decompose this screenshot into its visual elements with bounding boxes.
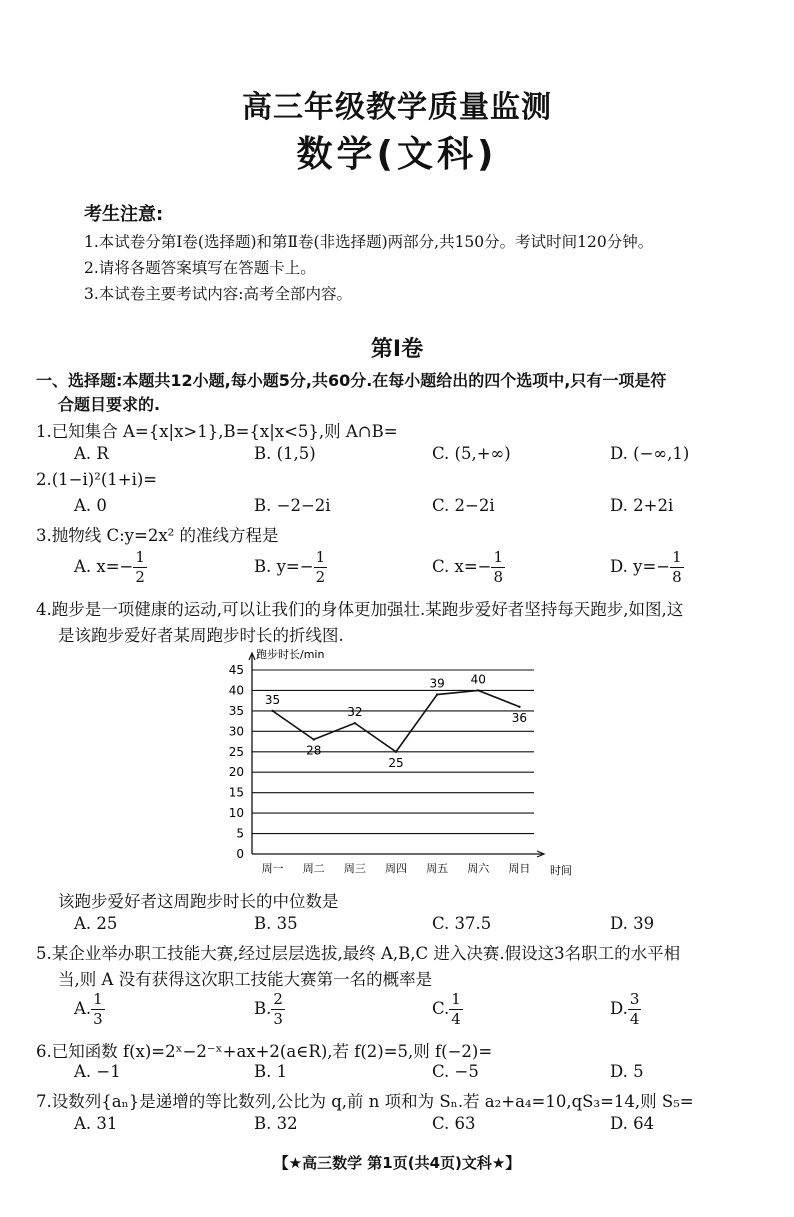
q6-option-a[interactable]: A. −1 [74,1062,121,1081]
x-tick-label: 周六 [467,862,490,875]
page-footer: 【★高三数学 第1页(共4页)文科★】 [273,1154,521,1172]
data-label: 39 [429,676,445,691]
denominator: 8 [672,568,682,586]
x-tick-label: 周日 [508,862,531,875]
q7-option-a[interactable]: A. 31 [74,1114,118,1133]
option-prefix: A. x=− [74,557,134,576]
question-7-stem: 7.设数列{aₙ}是递增的等比数列,公比为 q,前 n 项和为 Sₙ.若 a₂+a₄=10,qS₃=14,则 S₅= [36,1092,694,1111]
denominator: 2 [135,568,145,586]
question-1-stem: 1.已知集合 A={x|x>1},B={x|x<5},则 A∩B= [36,422,398,441]
section-instruction: 合题目要求的. [58,395,161,414]
q6-option-c[interactable]: C. −5 [432,1062,479,1081]
question-6-stem: 6.已知函数 f(x)=2ˣ−2⁻ˣ+ax+2(a∈R),若 f(2)=5,则 f(−2)= [36,1042,493,1061]
numerator: 2 [273,990,283,1008]
numerator: 1 [672,548,682,566]
q7-option-d[interactable]: D. 64 [610,1114,655,1133]
q3-option-d[interactable] [610,550,684,585]
x-tick-label: 周四 [385,862,407,875]
option-prefix: A. [74,999,92,1018]
option-prefix: C. [432,999,450,1018]
y-tick-label: 45 [228,663,244,677]
y-tick-label: 25 [228,744,244,759]
q2-option-a[interactable]: A. 0 [74,496,107,515]
denominator: 3 [93,1010,103,1028]
numerator: 1 [451,990,461,1008]
section-instruction: 一、选择题:本题共12小题,每小题5分,共60分.在每小题给出的四个选项中,只有一项是符 [36,371,667,390]
question-2-stem: 2.(1−i)²(1+i)= [36,470,158,489]
numerator: 3 [629,990,640,1008]
notice-item: 3.本试卷主要考试内容:高考全部内容。 [84,285,353,303]
notice-item: 1.本试卷分第Ⅰ卷(选择题)和第Ⅱ卷(非选择题)两部分,共150分。考试时间120分钟。 [84,233,654,251]
denominator: 3 [273,1010,283,1028]
y-axis-label: 跑步时长/min [256,648,325,661]
q4-option-a[interactable]: A. 25 [74,914,118,933]
y-tick-label: 35 [228,703,244,718]
part-title: 第Ⅰ卷 [370,337,424,362]
data-point [477,689,479,691]
denominator: 2 [315,568,326,586]
question-4-stem: 4.跑步是一项健康的运动,可以让我们的身体更加强壮.某跑步爱好者坚持每天跑步,如图,这 [36,600,684,619]
q1-option-d[interactable]: D. (−∞,1) [610,444,690,463]
running-time-line-chart [200,642,600,880]
data-label: 36 [511,710,528,725]
notice-item: 2.请将各题答案填写在答题卡上。 [84,259,316,277]
q1-option-c[interactable]: C. (5,+∞) [432,444,511,463]
question-5-stem-cont: 当,则 A 没有获得这次职工技能大赛第一名的概率是 [58,970,433,989]
denominator: 4 [451,1010,461,1028]
x-tick-label: 周三 [343,862,366,875]
fraction [449,992,463,1027]
y-tick-label: 5 [236,826,244,841]
q3-option-c[interactable] [432,550,505,585]
x-tick-label: 周一 [261,862,284,875]
fraction [670,550,684,585]
denominator: 8 [493,568,504,586]
fraction [628,992,642,1027]
y-tick-label: 20 [228,765,244,780]
y-tick-label: 30 [228,724,244,739]
fraction [491,550,505,585]
fraction [314,550,328,585]
q2-option-b[interactable]: B. −2−2i [254,496,331,515]
q4-option-b[interactable]: B. 35 [254,914,298,933]
data-label: 32 [347,705,363,720]
data-point [313,738,315,740]
q6-option-b[interactable]: B. 1 [254,1062,288,1081]
q5-option-d[interactable] [610,992,641,1027]
option-prefix: B. [254,999,272,1018]
notice-heading: 考生注意: [84,204,164,225]
denominator: 4 [629,1010,640,1028]
fraction [91,992,105,1027]
numerator: 1 [493,548,504,566]
data-point [436,693,438,695]
x-tick-label: 周二 [302,862,325,875]
q6-option-d[interactable]: D. 5 [610,1062,644,1081]
y-tick-label: 15 [228,785,244,800]
option-prefix: B. y=− [254,557,314,576]
q3-option-a[interactable] [74,550,147,585]
option-prefix: C. x=− [432,557,492,576]
y-tick-label: 40 [228,683,244,698]
data-point [354,722,356,724]
q4-option-d[interactable]: D. 39 [610,914,655,933]
fraction [133,550,147,585]
data-label: 28 [306,743,322,758]
q2-option-c[interactable]: C. 2−2i [432,496,495,515]
data-label: 35 [264,692,281,707]
question-5-stem: 5.某企业举办职工技能大赛,经过层层选拔,最终 A,B,C 进入决赛.假设这3名职工的水平相 [36,944,681,963]
q4-option-c[interactable]: C. 37.5 [432,914,492,933]
y-tick-label: 10 [228,806,244,821]
x-tick-label: 周五 [426,862,449,875]
question-3-stem: 3.抛物线 C:y=2x² 的准线方程是 [36,526,279,545]
fraction [271,992,285,1027]
q3-option-b[interactable] [254,550,327,585]
x-axis-label: 时间 [550,864,572,877]
question-4-prompt: 该跑步爱好者这周跑步时长的中位数是 [58,892,339,911]
numerator: 1 [315,548,326,566]
question-4-stem-cont: 是该跑步爱好者某周跑步时长的折线图. [58,626,344,645]
data-point [518,706,520,708]
exam-subtitle: 数学(文科) [296,134,498,175]
y-tick-label: 0 [236,847,244,861]
data-point [395,751,397,753]
q1-option-b[interactable]: B. (1,5) [254,444,316,463]
q5-option-a[interactable] [74,992,105,1027]
q1-option-a[interactable]: A. R [74,444,109,463]
data-label: 40 [470,672,486,687]
q5-option-b[interactable] [254,992,285,1027]
numerator: 1 [135,548,145,566]
option-prefix: D. y=− [610,557,671,576]
q2-option-d[interactable]: D. 2+2i [610,496,674,515]
q7-option-c[interactable]: C. 63 [432,1114,476,1133]
q7-option-b[interactable]: B. 32 [254,1114,298,1133]
data-point [271,710,273,712]
exam-title: 高三年级教学质量监测 [242,90,552,125]
numerator: 1 [93,990,103,1008]
option-prefix: D. [610,999,628,1018]
q5-option-c[interactable] [432,992,463,1027]
data-label: 25 [388,755,404,770]
